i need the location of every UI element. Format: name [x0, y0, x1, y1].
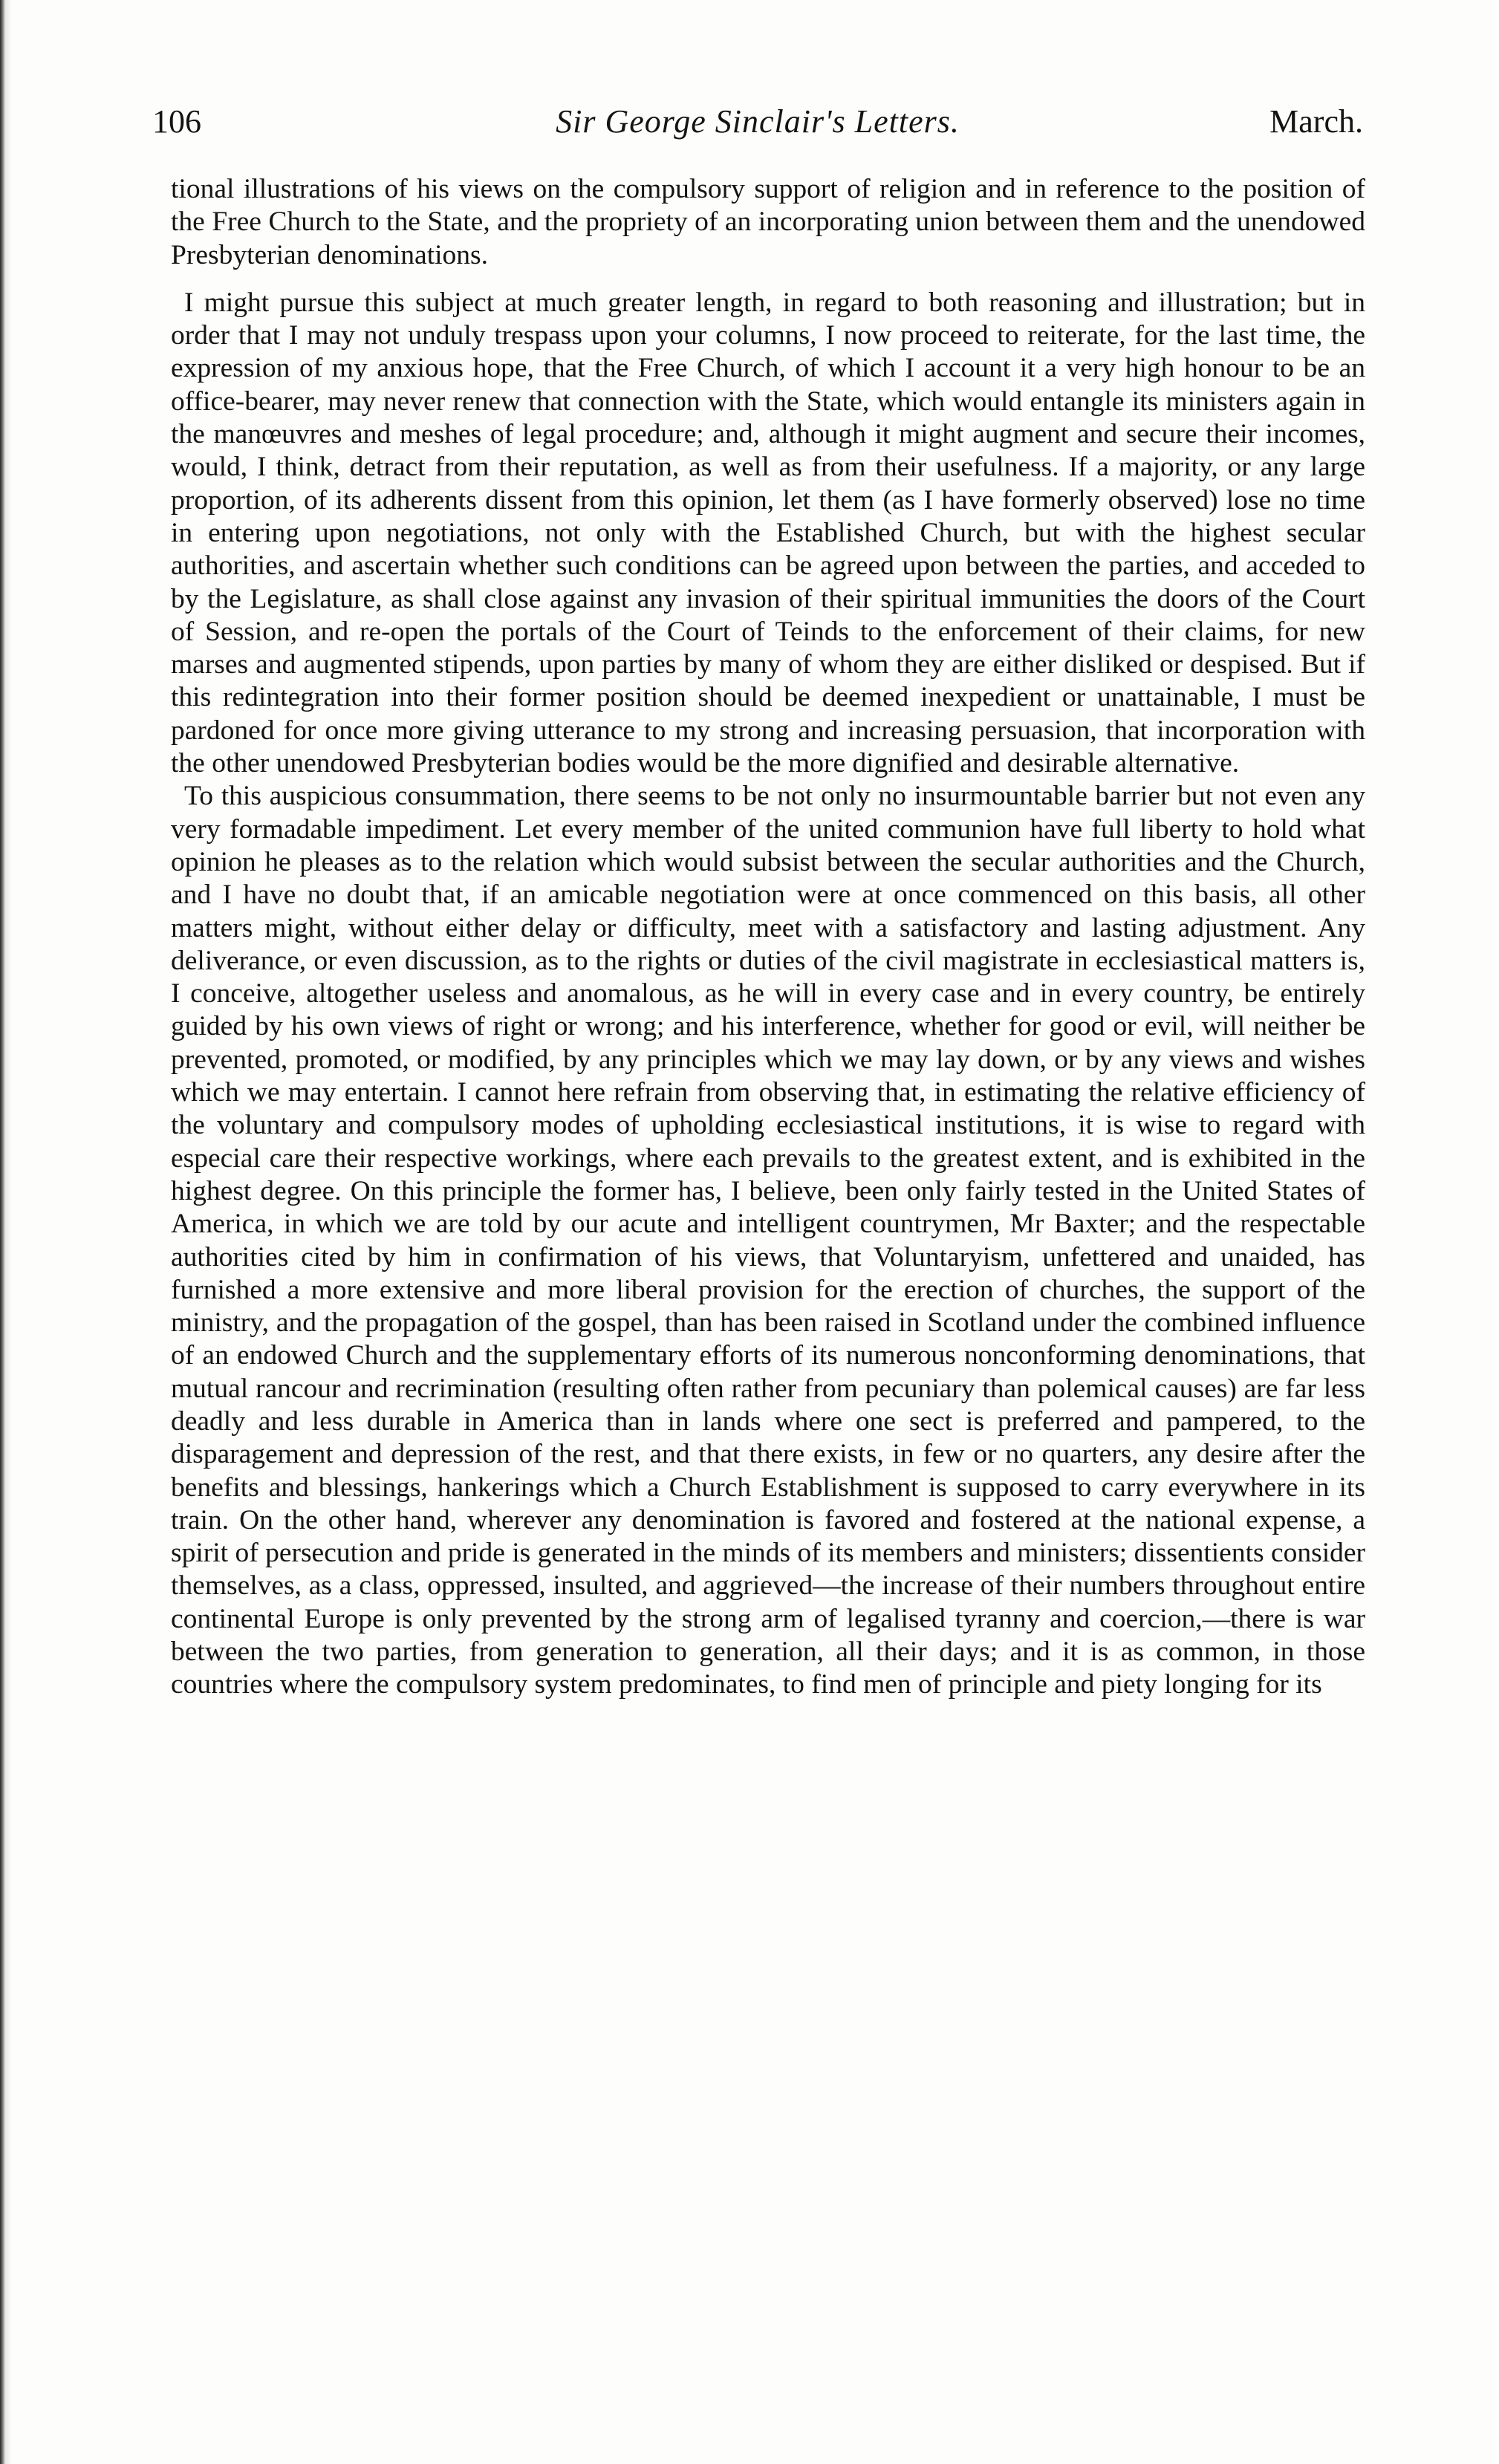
page-binding-edge — [0, 0, 12, 2464]
paragraph: To this auspicious consummation, there seems to be not only no insurmountable barrier but not even any very formadable impediment. Let every member of the united communion have full liberty to hold what opinion he pleases as to the relation which would subsist between the secular authorities and the Church, and I have no doubt that, if an amicable negotiation were at once commenced on this basis, all other matters might, without either delay or difficulty, meet with a satisfactory and lasting adjustment. Any deliverance, or even discussion, as to the rights or duties of the civil magistrate in ecclesiastical matters is, I conceive, altogether useless and anomalous, as he will in every case and in every country, be entirely guided by his own views of right or wrong; and his interference, whether for good or evil, will neither be prevented, promoted, or modified, by any principles which we may lay down, or by any views and wishes which we may entertain. I cannot here refrain from observing that, in estimating the relative efficiency of the voluntary and compulsory modes of upholding ecclesiastical institutions, it is wise to regard with especial care their respective workings, where each prevails to the greatest extent, and is exhibited in the highest degree. On this principle the former has, I believe, been only fairly tested in the United States of America, in which we are told by our acute and intelligent countrymen, Mr Baxter; and the respectable authorities cited by him in confirmation of his views, that Voluntaryism, unfettered and unaided, has furnished a more extensive and more liberal provision for the erection of churches, the support of the ministry, and the propagation of the gospel, than has been raised in Scotland under the combined influence of an endowed Church and the supplementary efforts of its numerous nonconforming denominations, that mutual rancour and recrimination (resulting often rather from pecuniary than polemical causes) are far less deadly and less durable in America than in lands where one sect is preferred and pampered, to the disparagement and depression of the rest, and that there exists, in few or no quarters, any desire after the benefits and blessings, hankerings which a Church Establishment is supposed to carry everywhere in its train. On the other hand, wherever any denomination is favored and fostered at the national expense, a spirit of persecution and pride is generated in the minds of its members and ministers; dissentients consider themselves, as a class, oppressed, insulted, and aggrieved—the increase of their numbers throughout entire continental Europe is only prevented by the strong arm of legalised tyranny and coercion,—there is war between the two parties, from generation to generation, all their days; and it is as common, in those countries where the compulsory system predominates, to find men of principle and piety longing for its — [171, 781, 1365, 1700]
page-header — [152, 103, 1363, 147]
page-number: 106 — [152, 103, 201, 140]
header-month: March. — [1269, 103, 1363, 140]
body-text — [171, 173, 1365, 1702]
paragraph: I might pursue this subject at much greater length, in regard to both reasoning and illustration; but in order that I may not unduly trespass upon your columns, I now proceed to reiterate, for the last time, the expression of my anxious hope, that the Free Church, of which I account it a very high honour to be an office-bearer, may never renew that connection with the State, which would entangle its ministers again in the manœuvres and meshes of legal procedure; and, although it might augment and secure their incomes, would, I think, detract from their reputation, as well as from their usefulness. If a majority, or any large proportion, of its adherents dissent from this opinion, let them (as I have formerly observed) lose no time in entering upon negotiations, not only with the Established Church, but with the highest secular authorities, and ascertain whether such conditions can be agreed upon between the parties, and acceded to by the Legislature, as shall close against any invasion of their spiritual immunities the doors of the Court of Session, and re-open the portals of the Court of Teinds to the enforcement of their claims, for new marses and augmented stipends, upon parties by many of whom they are either disliked or despised. But if this redintegration into their former position should be deemed inexpedient or unattainable, I must be pardoned for once more giving utterance to my strong and increasing persuasion, that incorporation with the other unendowed Presbyterian bodies would be the more dignified and desirable alternative. — [171, 287, 1365, 779]
running-title: Sir George Sinclair's Letters. — [556, 103, 960, 140]
paragraph-continued: tional illustrations of his views on the compulsory support of religion and in reference to the position of the Free Church to the State, and the propriety of an incorporating union between them and the unendowed Presbyterian denominations. — [171, 174, 1365, 270]
